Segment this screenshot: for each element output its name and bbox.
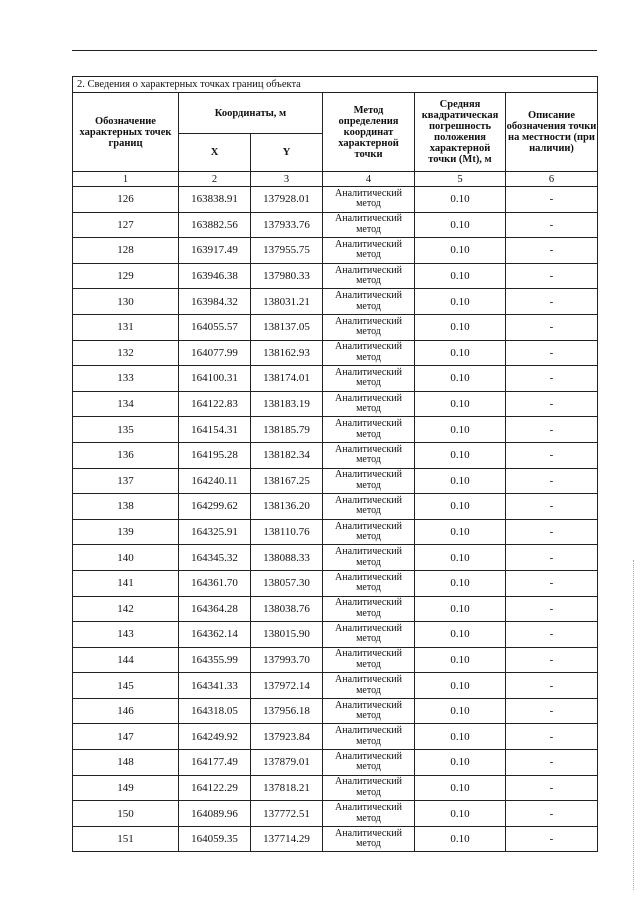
description-cell: -	[506, 519, 598, 545]
x-coordinate-cell: 164100.31	[179, 366, 251, 392]
description-cell: -	[506, 545, 598, 571]
error-cell: 0.10	[415, 314, 506, 340]
point-cell: 148	[73, 750, 179, 776]
error-cell: 0.10	[415, 622, 506, 648]
x-coordinate-cell: 163946.38	[179, 263, 251, 289]
error-cell: 0.10	[415, 391, 506, 417]
table-row	[73, 263, 598, 289]
table-row	[73, 801, 598, 827]
method-cell: Аналитический метод	[323, 698, 415, 724]
description-cell: -	[506, 724, 598, 750]
point-cell: 150	[73, 801, 179, 827]
description-cell: -	[506, 596, 598, 622]
x-coordinate-cell: 164341.33	[179, 673, 251, 699]
table-row	[73, 289, 598, 315]
column-number: 4	[323, 172, 415, 187]
column-number: 2	[179, 172, 251, 187]
description-cell: -	[506, 289, 598, 315]
column-number: 5	[415, 172, 506, 187]
x-coordinate-cell: 164345.32	[179, 545, 251, 571]
description-cell: -	[506, 826, 598, 852]
point-cell: 127	[73, 212, 179, 238]
column-number: 6	[506, 172, 598, 187]
table-row	[73, 775, 598, 801]
method-cell: Аналитический метод	[323, 570, 415, 596]
header-point-designation: Обозначение характерных точек границ	[73, 93, 179, 172]
error-cell: 0.10	[415, 724, 506, 750]
point-cell: 145	[73, 673, 179, 699]
point-cell: 137	[73, 468, 179, 494]
point-cell: 129	[73, 263, 179, 289]
x-coordinate-cell: 164089.96	[179, 801, 251, 827]
description-cell: -	[506, 238, 598, 264]
method-cell: Аналитический метод	[323, 545, 415, 571]
point-cell: 139	[73, 519, 179, 545]
method-cell: Аналитический метод	[323, 724, 415, 750]
method-cell: Аналитический метод	[323, 187, 415, 213]
x-coordinate-cell: 163917.49	[179, 238, 251, 264]
point-cell: 138	[73, 494, 179, 520]
table-row	[73, 647, 598, 673]
error-cell: 0.10	[415, 187, 506, 213]
method-cell: Аналитический метод	[323, 442, 415, 468]
method-cell: Аналитический метод	[323, 314, 415, 340]
method-cell: Аналитический метод	[323, 289, 415, 315]
y-coordinate-cell: 137980.33	[251, 263, 323, 289]
table-row	[73, 673, 598, 699]
table-row	[73, 314, 598, 340]
x-coordinate-cell: 164325.91	[179, 519, 251, 545]
y-coordinate-cell: 138174.01	[251, 366, 323, 392]
point-cell: 132	[73, 340, 179, 366]
point-cell: 130	[73, 289, 179, 315]
table-row	[73, 724, 598, 750]
point-cell: 140	[73, 545, 179, 571]
point-cell: 143	[73, 622, 179, 648]
table-row	[73, 391, 598, 417]
header-coordinates: Координаты, м	[179, 93, 323, 134]
x-coordinate-cell: 164177.49	[179, 750, 251, 776]
x-coordinate-cell: 164364.28	[179, 596, 251, 622]
description-cell: -	[506, 187, 598, 213]
y-coordinate-cell: 138167.25	[251, 468, 323, 494]
y-coordinate-cell: 138057.30	[251, 570, 323, 596]
point-cell: 141	[73, 570, 179, 596]
table-row	[73, 212, 598, 238]
method-cell: Аналитический метод	[323, 391, 415, 417]
error-cell: 0.10	[415, 212, 506, 238]
table-row	[73, 442, 598, 468]
x-coordinate-cell: 164355.99	[179, 647, 251, 673]
y-coordinate-cell: 138183.19	[251, 391, 323, 417]
point-cell: 131	[73, 314, 179, 340]
table-row	[73, 187, 598, 213]
error-cell: 0.10	[415, 289, 506, 315]
error-cell: 0.10	[415, 826, 506, 852]
y-coordinate-cell: 137972.14	[251, 673, 323, 699]
y-coordinate-cell: 138136.20	[251, 494, 323, 520]
description-cell: -	[506, 263, 598, 289]
point-cell: 133	[73, 366, 179, 392]
column-number: 1	[73, 172, 179, 187]
method-cell: Аналитический метод	[323, 596, 415, 622]
header-error: Средняя квадратическая погрешность положения характерной точки (Mt), м	[415, 93, 506, 172]
method-cell: Аналитический метод	[323, 826, 415, 852]
top-rule	[72, 50, 597, 51]
x-coordinate-cell: 164154.31	[179, 417, 251, 443]
description-cell: -	[506, 314, 598, 340]
x-coordinate-cell: 163984.32	[179, 289, 251, 315]
error-cell: 0.10	[415, 698, 506, 724]
method-cell: Аналитический метод	[323, 366, 415, 392]
method-cell: Аналитический метод	[323, 263, 415, 289]
header-method: Метод определения координат характерной точки	[323, 93, 415, 172]
error-cell: 0.10	[415, 519, 506, 545]
method-cell: Аналитический метод	[323, 212, 415, 238]
x-coordinate-cell: 164361.70	[179, 570, 251, 596]
point-cell: 146	[73, 698, 179, 724]
description-cell: -	[506, 750, 598, 776]
point-cell: 134	[73, 391, 179, 417]
y-coordinate-cell: 137993.70	[251, 647, 323, 673]
x-coordinate-cell: 164318.05	[179, 698, 251, 724]
method-cell: Аналитический метод	[323, 494, 415, 520]
table-row	[73, 570, 598, 596]
description-cell: -	[506, 570, 598, 596]
point-cell: 147	[73, 724, 179, 750]
y-coordinate-cell: 137772.51	[251, 801, 323, 827]
description-cell: -	[506, 801, 598, 827]
description-cell: -	[506, 673, 598, 699]
table-body	[73, 187, 598, 852]
y-coordinate-cell: 137955.75	[251, 238, 323, 264]
table-row	[73, 417, 598, 443]
table-row	[73, 545, 598, 571]
x-coordinate-cell: 164122.29	[179, 775, 251, 801]
y-coordinate-cell: 137714.29	[251, 826, 323, 852]
y-coordinate-cell: 138182.34	[251, 442, 323, 468]
point-cell: 151	[73, 826, 179, 852]
method-cell: Аналитический метод	[323, 417, 415, 443]
point-cell: 135	[73, 417, 179, 443]
table-row	[73, 468, 598, 494]
y-coordinate-cell: 138038.76	[251, 596, 323, 622]
y-coordinate-cell: 137933.76	[251, 212, 323, 238]
table-row	[73, 698, 598, 724]
error-cell: 0.10	[415, 263, 506, 289]
point-cell: 144	[73, 647, 179, 673]
header-description: Описание обозначения точки на местности (при наличии)	[506, 93, 598, 172]
method-cell: Аналитический метод	[323, 622, 415, 648]
method-cell: Аналитический метод	[323, 519, 415, 545]
error-cell: 0.10	[415, 775, 506, 801]
y-coordinate-cell: 138162.93	[251, 340, 323, 366]
description-cell: -	[506, 417, 598, 443]
x-coordinate-cell: 164195.28	[179, 442, 251, 468]
y-coordinate-cell: 138088.33	[251, 545, 323, 571]
section-title: 2. Сведения о характерных точках границ объекта	[73, 77, 598, 93]
x-coordinate-cell: 164240.11	[179, 468, 251, 494]
x-coordinate-cell: 164249.92	[179, 724, 251, 750]
table-row	[73, 519, 598, 545]
description-cell: -	[506, 494, 598, 520]
point-cell: 128	[73, 238, 179, 264]
error-cell: 0.10	[415, 673, 506, 699]
description-cell: -	[506, 622, 598, 648]
point-cell: 149	[73, 775, 179, 801]
error-cell: 0.10	[415, 647, 506, 673]
method-cell: Аналитический метод	[323, 647, 415, 673]
y-coordinate-cell: 138137.05	[251, 314, 323, 340]
error-cell: 0.10	[415, 238, 506, 264]
scan-edge-marks	[633, 560, 636, 890]
error-cell: 0.10	[415, 801, 506, 827]
method-cell: Аналитический метод	[323, 775, 415, 801]
x-coordinate-cell: 163838.91	[179, 187, 251, 213]
error-cell: 0.10	[415, 340, 506, 366]
error-cell: 0.10	[415, 366, 506, 392]
method-cell: Аналитический метод	[323, 238, 415, 264]
column-number: 3	[251, 172, 323, 187]
column-numbers-row	[73, 172, 598, 187]
x-coordinate-cell: 164055.57	[179, 314, 251, 340]
y-coordinate-cell: 137923.84	[251, 724, 323, 750]
x-coordinate-cell: 163882.56	[179, 212, 251, 238]
description-cell: -	[506, 391, 598, 417]
method-cell: Аналитический метод	[323, 673, 415, 699]
description-cell: -	[506, 340, 598, 366]
error-cell: 0.10	[415, 417, 506, 443]
description-cell: -	[506, 698, 598, 724]
error-cell: 0.10	[415, 596, 506, 622]
description-cell: -	[506, 647, 598, 673]
y-coordinate-cell: 138185.79	[251, 417, 323, 443]
table-row	[73, 340, 598, 366]
x-coordinate-cell: 164077.99	[179, 340, 251, 366]
description-cell: -	[506, 442, 598, 468]
y-coordinate-cell: 138110.76	[251, 519, 323, 545]
point-cell: 126	[73, 187, 179, 213]
table-row	[73, 494, 598, 520]
table-row	[73, 238, 598, 264]
error-cell: 0.10	[415, 442, 506, 468]
method-cell: Аналитический метод	[323, 750, 415, 776]
description-cell: -	[506, 468, 598, 494]
x-coordinate-cell: 164059.35	[179, 826, 251, 852]
y-coordinate-cell: 137956.18	[251, 698, 323, 724]
error-cell: 0.10	[415, 750, 506, 776]
y-coordinate-cell: 137928.01	[251, 187, 323, 213]
description-cell: -	[506, 366, 598, 392]
header-y: Y	[251, 134, 323, 172]
point-cell: 136	[73, 442, 179, 468]
error-cell: 0.10	[415, 494, 506, 520]
table-row	[73, 596, 598, 622]
error-cell: 0.10	[415, 468, 506, 494]
table-row	[73, 750, 598, 776]
error-cell: 0.10	[415, 570, 506, 596]
y-coordinate-cell: 137818.21	[251, 775, 323, 801]
error-cell: 0.10	[415, 545, 506, 571]
point-cell: 142	[73, 596, 179, 622]
method-cell: Аналитический метод	[323, 340, 415, 366]
x-coordinate-cell: 164122.83	[179, 391, 251, 417]
x-coordinate-cell: 164362.14	[179, 622, 251, 648]
y-coordinate-cell: 137879.01	[251, 750, 323, 776]
y-coordinate-cell: 138031.21	[251, 289, 323, 315]
y-coordinate-cell: 138015.90	[251, 622, 323, 648]
header-x: X	[179, 134, 251, 172]
x-coordinate-cell: 164299.62	[179, 494, 251, 520]
table-row	[73, 622, 598, 648]
method-cell: Аналитический метод	[323, 468, 415, 494]
method-cell: Аналитический метод	[323, 801, 415, 827]
description-cell: -	[506, 775, 598, 801]
table-row	[73, 366, 598, 392]
description-cell: -	[506, 212, 598, 238]
boundary-points-table	[72, 76, 598, 852]
table-row	[73, 826, 598, 852]
